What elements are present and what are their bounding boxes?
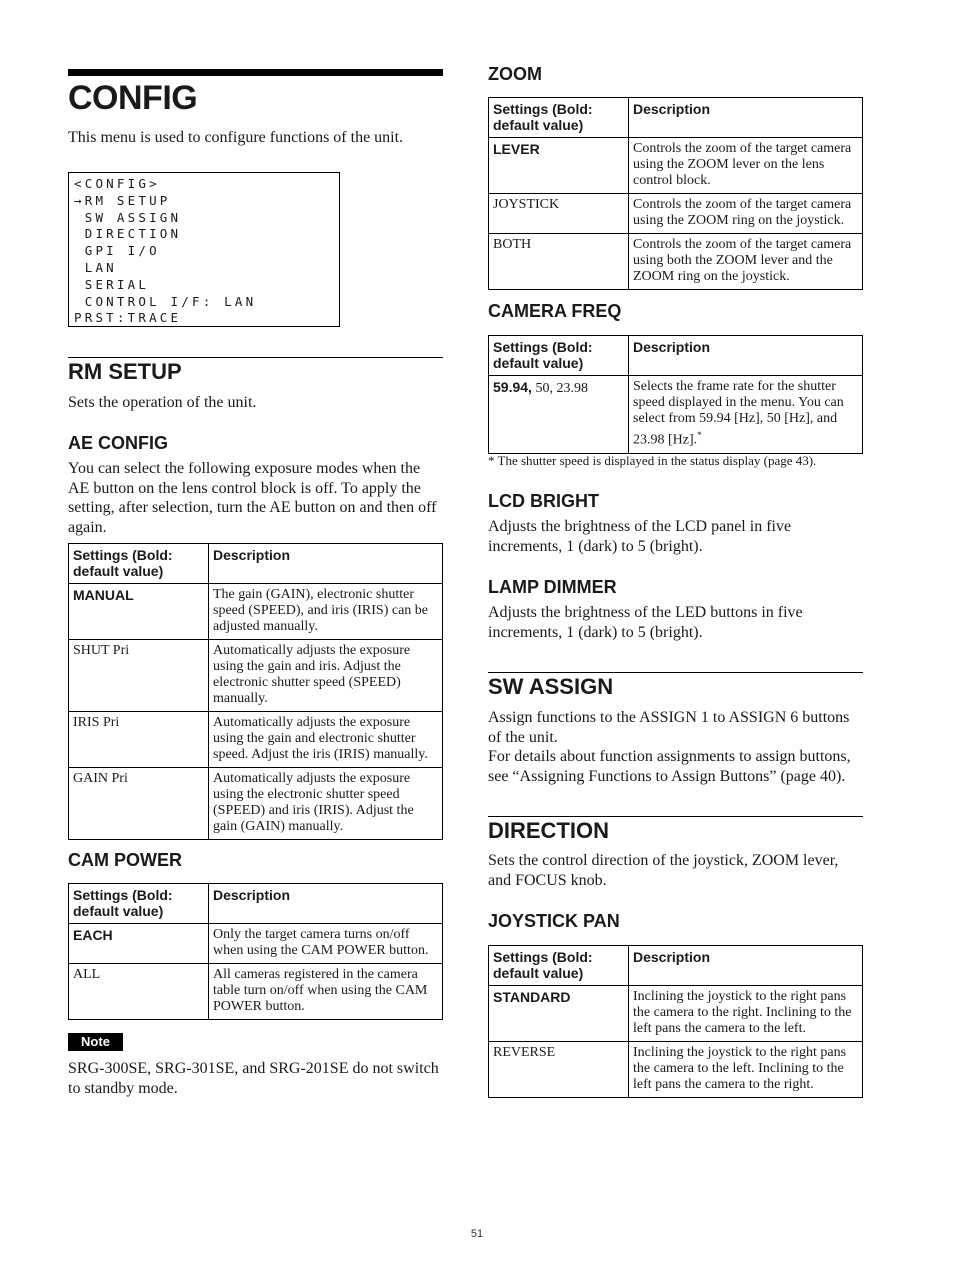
joystick-pan-heading: JOYSTICK PAN [488,911,620,931]
table-header-row [69,884,443,924]
lcd-bright-text: Adjusts the brightness of the LCD panel in five increments, 1 (dark) to 5 (bright). [488,518,792,555]
description-cell: Controls the zoom of the target camera using the ZOOM lever on the lens control block. [629,138,863,194]
note-text: SRG-300SE, SRG-301SE, and SRG-201SE do not switch to standby mode. [68,1060,439,1097]
table-row [489,1042,863,1098]
chapter-intro: This menu is used to configure functions of the unit. [68,129,404,146]
zoom-heading: ZOOM [488,64,542,84]
menu-line: CONTROL I/F: LAN [74,293,257,309]
description-cell: Inclining the joystick to the right pans the camera to the left. Inclining to the left pans the camera to the right. [629,1042,863,1098]
section-rule [488,816,863,817]
direction-heading: DIRECTION [488,818,609,843]
shutter-footnote: * The shutter speed is displayed in the status display (page 43). [488,453,817,468]
ae-config-text: You can select the following exposure modes when the AE button on the lens control block is off. To apply the setting, after selection, turn the AE button on and then off again. [68,460,437,536]
table-row [69,712,443,768]
table-header-row [489,336,863,376]
zoom-table [488,97,863,290]
description-cell: Controls the zoom of the target camera using both the ZOOM lever and the ZOOM ring on the joystick. [629,234,863,290]
rm-setup-text: Sets the operation of the unit. [68,394,257,411]
table-header-row [489,98,863,138]
ae-config-heading: AE CONFIG [68,433,169,453]
description-cell: Inclining the joystick to the right pans the camera to the right. Inclining to the left pans the camera to the left. [629,986,863,1042]
menu-screen [68,172,340,327]
note-badge: Note [68,1033,123,1051]
menu-line: PRST:TRACE [74,310,182,326]
settings-header: Settings (Bold: default value) [69,884,209,924]
menu-line: LAN [74,259,117,275]
description-cell: Automatically adjusts the exposure using the electronic shutter speed (SPEED) and iris (IRIS). Adjust the gain (GAIN) manually. [209,768,443,840]
camera-freq-heading: CAMERA FREQ [488,301,622,321]
description-cell: All cameras registered in the camera table turn on/off when using the CAM POWER button. [209,964,443,1020]
setting-cell [489,376,629,454]
menu-line: SW ASSIGN [74,209,182,225]
setting-cell: SHUT Pri [69,640,209,712]
section-rule [68,357,443,358]
description-header: Description [209,544,443,584]
description-cell: Automatically adjusts the exposure using the gain and iris. Adjust the electronic shutter speed (SPEED) manually. [209,640,443,712]
description-header: Description [629,946,863,986]
setting-cell: JOYSTICK [489,194,629,234]
table-row [489,138,863,194]
setting-cell: BOTH [489,234,629,290]
camera-freq-table [488,335,863,454]
lamp-dimmer-heading: LAMP DIMMER [488,577,617,597]
setting-cell: LEVER [489,138,629,194]
footnote-mark: * [697,430,702,440]
table-row [489,194,863,234]
table-header-row [69,544,443,584]
table-row [69,584,443,640]
table-row [489,986,863,1042]
table-header-row [489,946,863,986]
menu-line: <CONFIG> [74,176,160,191]
table-row [69,640,443,712]
table-row [489,234,863,290]
table-row [489,376,863,454]
menu-line: →RM SETUP [74,192,171,208]
lcd-bright-heading: LCD BRIGHT [488,491,599,511]
setting-cell: ALL [69,964,209,1020]
sw-assign-text: Assign functions to the ASSIGN 1 to ASSIGN 6 buttons of the unit. [488,709,850,746]
description-cell: Only the target camera turns on/off when using the CAM POWER button. [209,924,443,964]
description-header: Description [629,336,863,376]
description-cell: Automatically adjusts the exposure using the gain and electronic shutter speed. Adjust the iris (IRIS) manually. [209,712,443,768]
table-row [69,964,443,1020]
page-number: 51 [470,1228,484,1240]
cam-power-table [68,883,443,1020]
description-cell [629,376,863,454]
cam-power-heading: CAM POWER [68,850,182,870]
setting-cell: STANDARD [489,986,629,1042]
ae-config-table [68,543,443,840]
lamp-dimmer-text: Adjusts the brightness of the LED buttons in five increments, 1 (dark) to 5 (bright). [488,604,803,641]
direction-text: Sets the control direction of the joystick, ZOOM lever, and FOCUS knob. [488,852,839,889]
table-row [69,768,443,840]
description-cell: The gain (GAIN), electronic shutter speed (SPEED), and iris (IRIS) can be adjusted manually. [209,584,443,640]
settings-header: Settings (Bold: default value) [489,336,629,376]
menu-line: DIRECTION [74,226,182,242]
setting-cell: REVERSE [489,1042,629,1098]
setting-cell: IRIS Pri [69,712,209,768]
description-text: Selects the frame rate for the shutter speed displayed in the menu. You can select from 59.94 [Hz], 50 [Hz], and 23.98 [Hz]. [633,379,844,448]
setting-cell: GAIN Pri [69,768,209,840]
sw-assign-details: For details about function assignments to assign buttons, see “Assigning Functions to Assign Buttons” (page 40). [488,748,851,785]
description-header: Description [209,884,443,924]
setting-cell: MANUAL [69,584,209,640]
default-value: 59.94, [493,379,532,395]
settings-header: Settings (Bold: default value) [489,946,629,986]
menu-line: GPI I/O [74,243,160,259]
rm-setup-heading: RM SETUP [68,359,182,384]
section-rule [488,672,863,673]
chapter-title: CONFIG [68,79,198,117]
joystick-pan-table [488,945,863,1098]
settings-header: Settings (Bold: default value) [69,544,209,584]
description-header: Description [629,98,863,138]
table-row [69,924,443,964]
setting-cell: EACH [69,924,209,964]
other-values: 50, 23.98 [531,381,588,396]
settings-header: Settings (Bold: default value) [489,98,629,138]
sw-assign-heading: SW ASSIGN [488,674,614,699]
description-cell: Controls the zoom of the target camera using the ZOOM ring on the joystick. [629,194,863,234]
menu-line: SERIAL [74,276,150,292]
chapter-top-bar [68,69,443,76]
